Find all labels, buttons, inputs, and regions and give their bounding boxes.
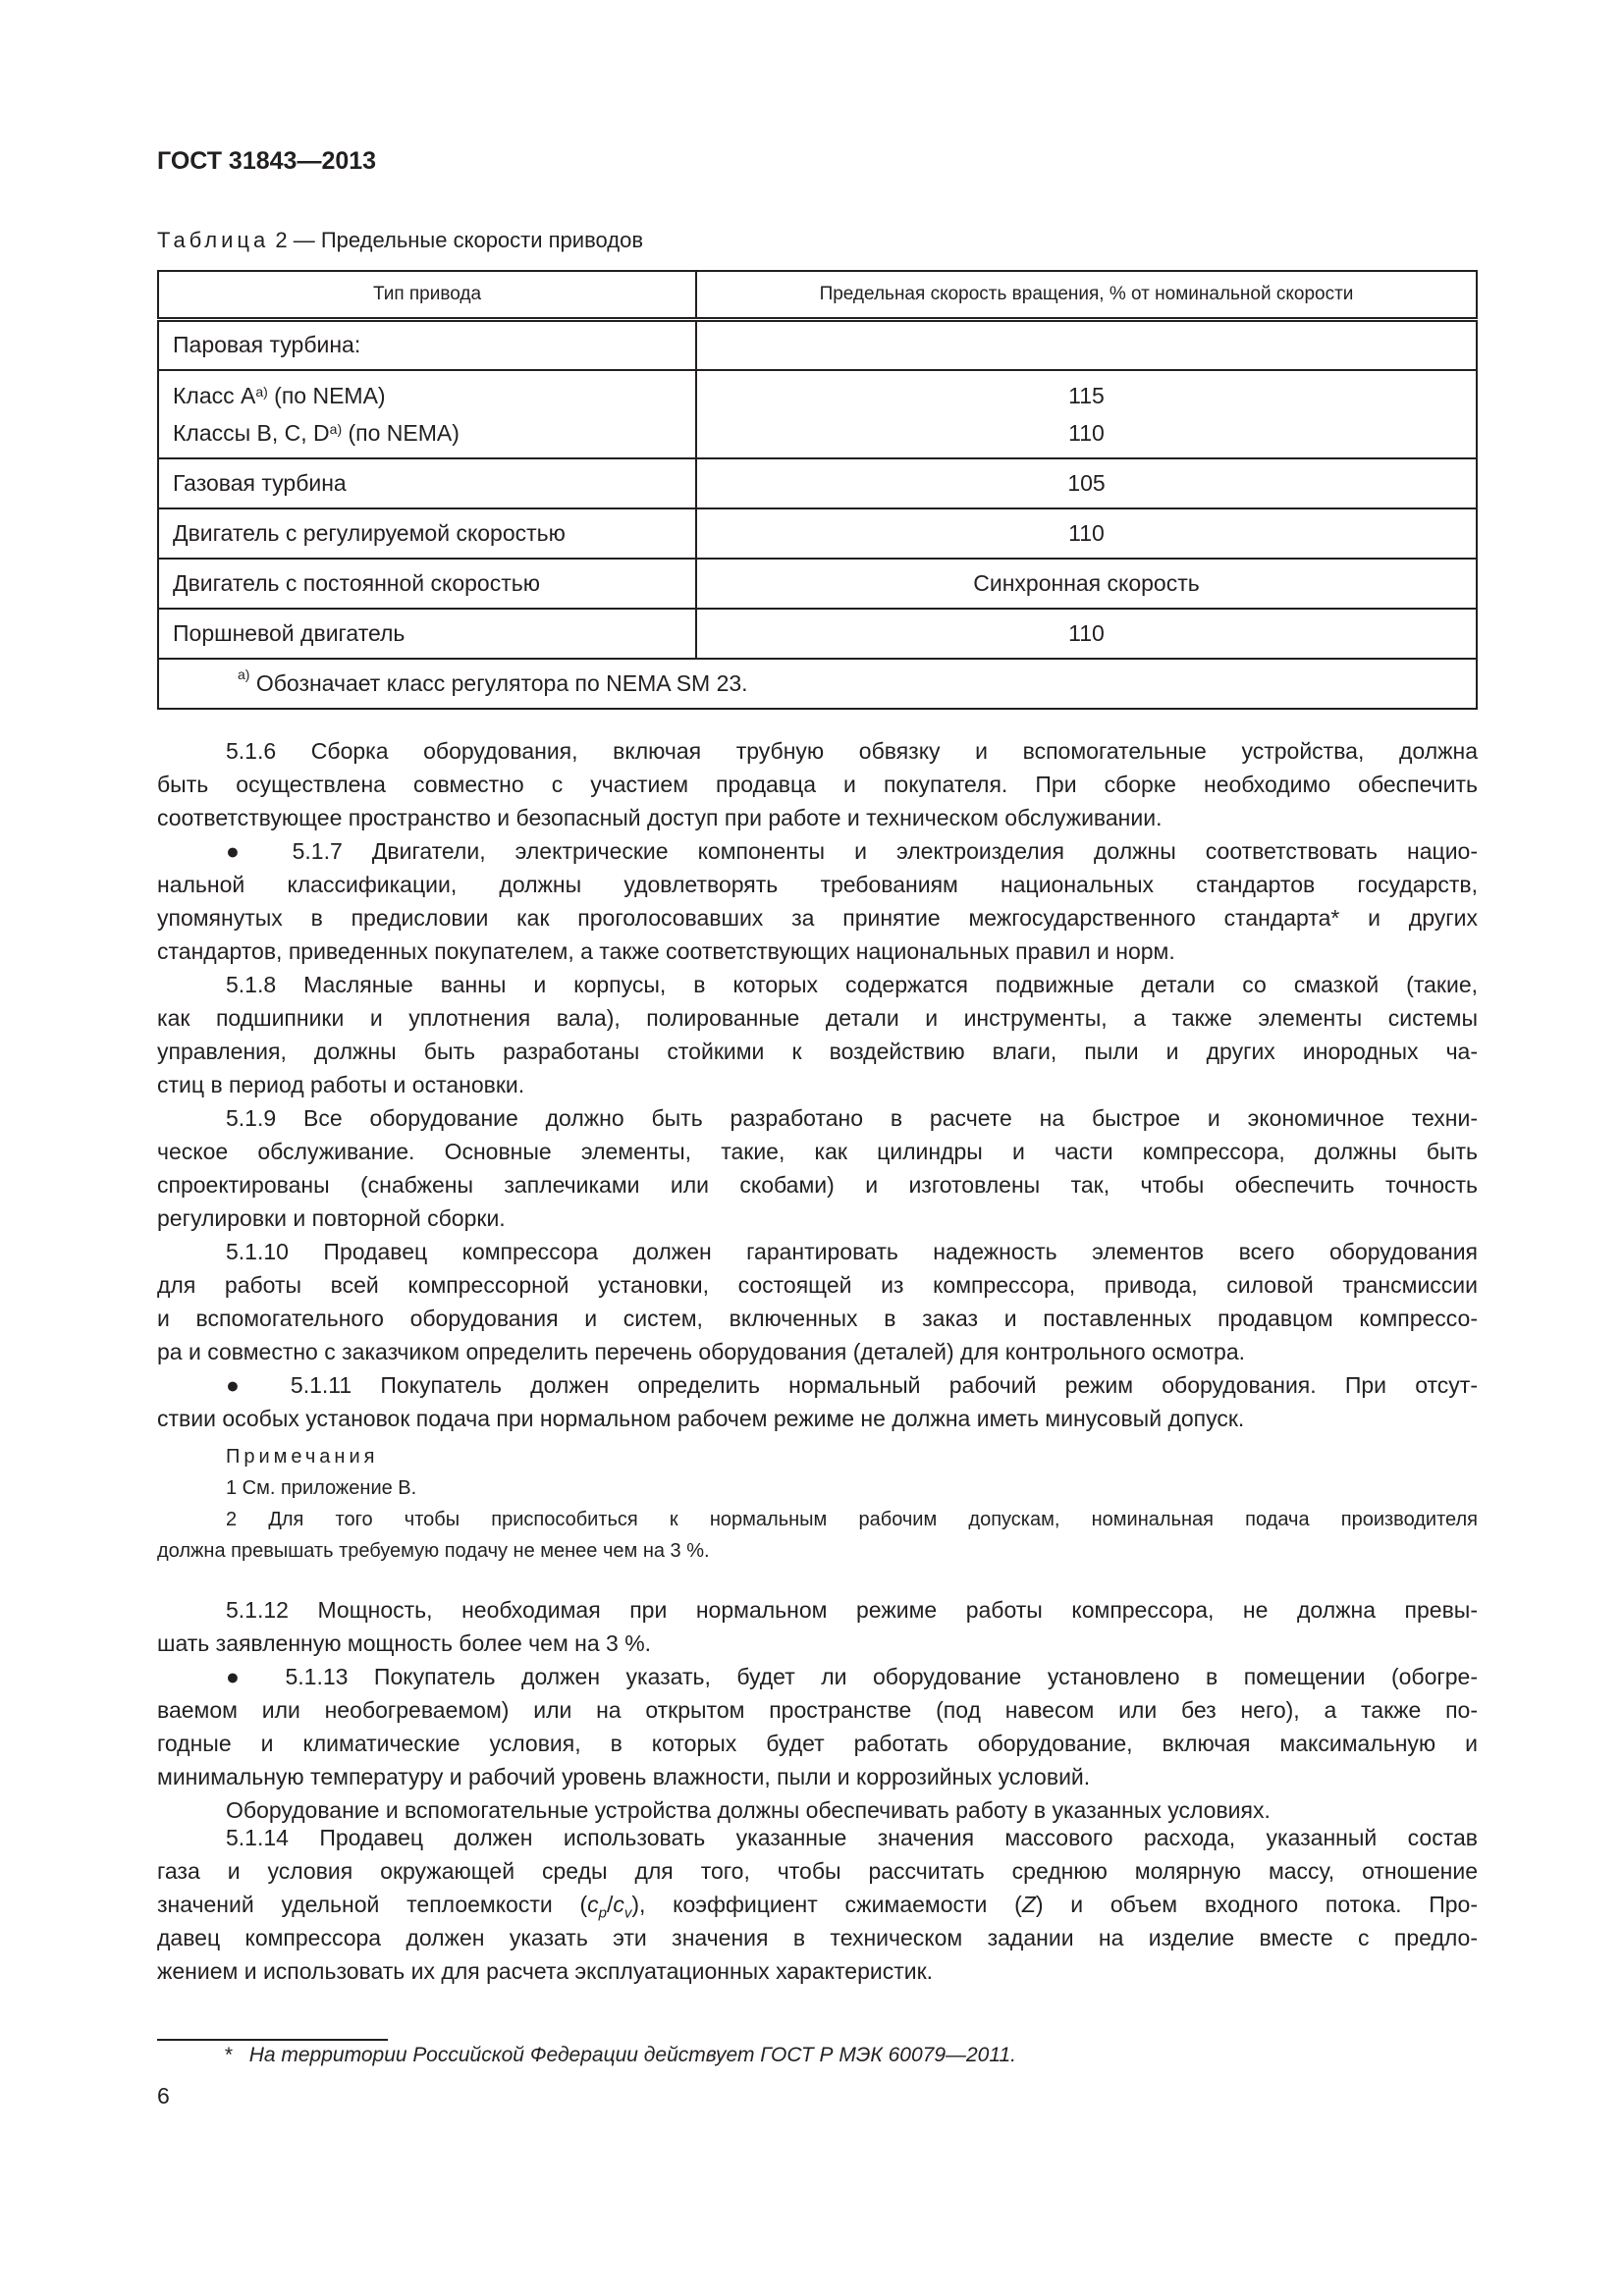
cell-type: Газовая турбина	[158, 458, 696, 508]
paragraph-line: ● 5.1.13 Покупатель должен указать, будет ли оборудование установлено в помещении (обогре-	[226, 1664, 1478, 1689]
cell-value: 105	[696, 458, 1477, 508]
paragraph-line: стиц в период работы и остановки.	[157, 1072, 525, 1097]
paragraph-line: минимальную температуру и рабочий уровень влажности, пыли и коррозийных условий.	[157, 1764, 1091, 1789]
paragraph-line: шать заявленную мощность более чем на 3 %.	[157, 1630, 652, 1656]
paragraph-line: Оборудование и вспомогательные устройства должны обеспечивать работу в указанных условиях.	[226, 1797, 1271, 1823]
paragraph-line: спроектированы (снабжены заплечиками или скобами) и изготовлены так, чтобы обеспечить точность	[157, 1172, 1478, 1198]
paragraph-line: стандартов, приведенных покупателем, а также соответствующих национальных правил и норм.	[157, 938, 1175, 964]
cell-type: Двигатель с регулируемой скоростью	[158, 508, 696, 559]
table-footnote-row	[158, 659, 1477, 709]
cell-type: Паровая турбина:	[158, 320, 696, 370]
paragraph-line: соответствующее пространство и безопасный доступ при работе и техническом обслуживании.	[157, 805, 1163, 830]
page-footnote: * На территории Российской Федерации действует ГОСТ Р МЭК 60079—2011.	[224, 2044, 1016, 2066]
paragraph-line: 5.1.8 Масляные ванны и корпусы, в которых содержатся подвижные детали со смазкой (такие,	[226, 972, 1478, 997]
header-drive-type: Тип привода	[158, 271, 696, 320]
table-row	[158, 609, 1477, 659]
paragraph-line: нальной классификации, должны удовлетворять требованиям национальных стандартов государств,	[157, 872, 1478, 897]
table-row	[158, 559, 1477, 609]
header-speed-limit: Предельная скорость вращения, % от номинальной скорости	[696, 271, 1477, 320]
paragraph-line: регулировки и повторной сборки.	[157, 1205, 506, 1231]
paragraph-line: ствии особых установок подача при нормальном рабочем режиме не должна иметь минусовый допуск.	[157, 1406, 1245, 1431]
paragraph-line: 5.1.12 Мощность, необходимая при нормальном режиме работы компрессора, не должна превы-	[226, 1597, 1478, 1623]
notes-block	[157, 1441, 1478, 1567]
body-text-part1	[157, 734, 1478, 1435]
note-1: 1 См. приложение В.	[226, 1477, 417, 1499]
cell-type: Двигатель с постоянной скоростью	[158, 559, 696, 609]
cell-value: 115 110	[696, 370, 1477, 458]
cell-type: Поршневой двигатель	[158, 609, 696, 659]
paragraph-line: 5.1.6 Сборка оборудования, включая трубную обвязку и вспомогательные устройства, должна	[226, 738, 1478, 764]
paragraph-line: ● 5.1.7 Двигатели, электрические компоненты и электроизделия должны соответствовать нацио-	[226, 838, 1478, 864]
cell-value: 110	[696, 609, 1477, 659]
paragraph-line: 5.1.9 Все оборудование должно быть разработано в расчете на быстрое и экономичное техни-	[226, 1105, 1478, 1131]
paragraph-line: газа и условия окружающей среды для того, чтобы рассчитать среднюю молярную массу, отношение	[157, 1858, 1478, 1884]
paragraph-line: быть осуществлена совместно с участием продавца и покупателя. При сборке необходимо обеспечить	[157, 772, 1478, 797]
paragraph-line: ваемом или необогреваемом) или на открытом пространстве (под навесом или без него), а также по-	[157, 1697, 1478, 1723]
cell-value: Синхронная скорость	[696, 559, 1477, 609]
table-footnote: $^{а)}$ Обозначает класс регулятора по NEMA SM 23.	[158, 659, 1477, 709]
table-row	[158, 508, 1477, 559]
paragraph-line: годные и климатические условия, в которых будет работать оборудование, включая максимальную и	[157, 1731, 1478, 1756]
page-number: 6	[157, 2083, 170, 2109]
paragraph-line: ● 5.1.11 Покупатель должен определить нормальный рабочий режим оборудования. При отсут-	[226, 1372, 1478, 1398]
paragraph-line: для работы всей компрессорной установки, состоящей из компрессора, привода, силовой трансмиссии	[157, 1272, 1478, 1298]
table-row	[158, 320, 1477, 370]
paragraph-line: 5.1.10 Продавец компрессора должен гарантировать надежность элементов всего оборудования	[226, 1239, 1478, 1264]
paragraph-5-1-14	[157, 1821, 1478, 1988]
paragraph-line: ра и совместно с заказчиком определить перечень оборудования (деталей) для контрольного осмотра.	[157, 1339, 1245, 1364]
table-row	[158, 458, 1477, 508]
body-text-part2	[157, 1593, 1478, 1827]
paragraph-line: и вспомогательного оборудования и систем, включенных в заказ и поставленных продавцом компрессо-	[157, 1306, 1478, 1331]
paragraph-line: как подшипники и уплотнения вала), полированные детали и инструменты, а также элементы системы	[157, 1005, 1478, 1031]
paragraph-line: управления, должны быть разработаны стойкими к воздействию влаги, пыли и других инородных ча-	[157, 1039, 1478, 1064]
footnote-divider	[157, 2039, 388, 2041]
table-caption	[157, 228, 643, 253]
paragraph-line: давец компрессора должен указать эти значения в техническом задании на изделие вместе с предло-	[157, 1925, 1478, 1950]
table-row	[158, 370, 1477, 458]
table-caption-label: Таблица	[157, 228, 270, 252]
document-title: ГОСТ 31843—2013	[157, 147, 377, 175]
notes-title: Примечания	[226, 1446, 379, 1468]
cell-type: Класс $A^{а)}$ (по NEMA) Классы B, C, $D^{а)}$ (по NEMA)	[158, 370, 696, 458]
paragraph-line: упомянутых в предисловии как проголосовавших за принятие межгосударственного стандарта* и других	[157, 905, 1478, 931]
table-caption-text: 2 — Предельные скорости приводов	[269, 228, 644, 252]
paragraph-line: ческое обслуживание. Основные элементы, такие, как цилиндры и части компрессора, должны быть	[157, 1139, 1478, 1164]
note-2-line: 2 Для того чтобы приспособиться к нормальным рабочим допускам, номинальная подача производителя	[226, 1509, 1478, 1530]
paragraph-line: жением и использовать их для расчета эксплуатационных характеристик.	[157, 1958, 934, 1984]
paragraph-line: значений удельной теплоемкости $(c_p/c_v)$, коэффициент сжимаемости (Z) и объем входного потока. Про-	[157, 1892, 1478, 1922]
paragraph-line: 5.1.14 Продавец должен использовать указанные значения массового расхода, указанный состав	[226, 1825, 1478, 1850]
cell-value: 110	[696, 508, 1477, 559]
note-2-line: должна превышать требуемую подачу не менее чем на 3 %.	[157, 1540, 710, 1562]
drive-speed-table	[157, 270, 1478, 710]
